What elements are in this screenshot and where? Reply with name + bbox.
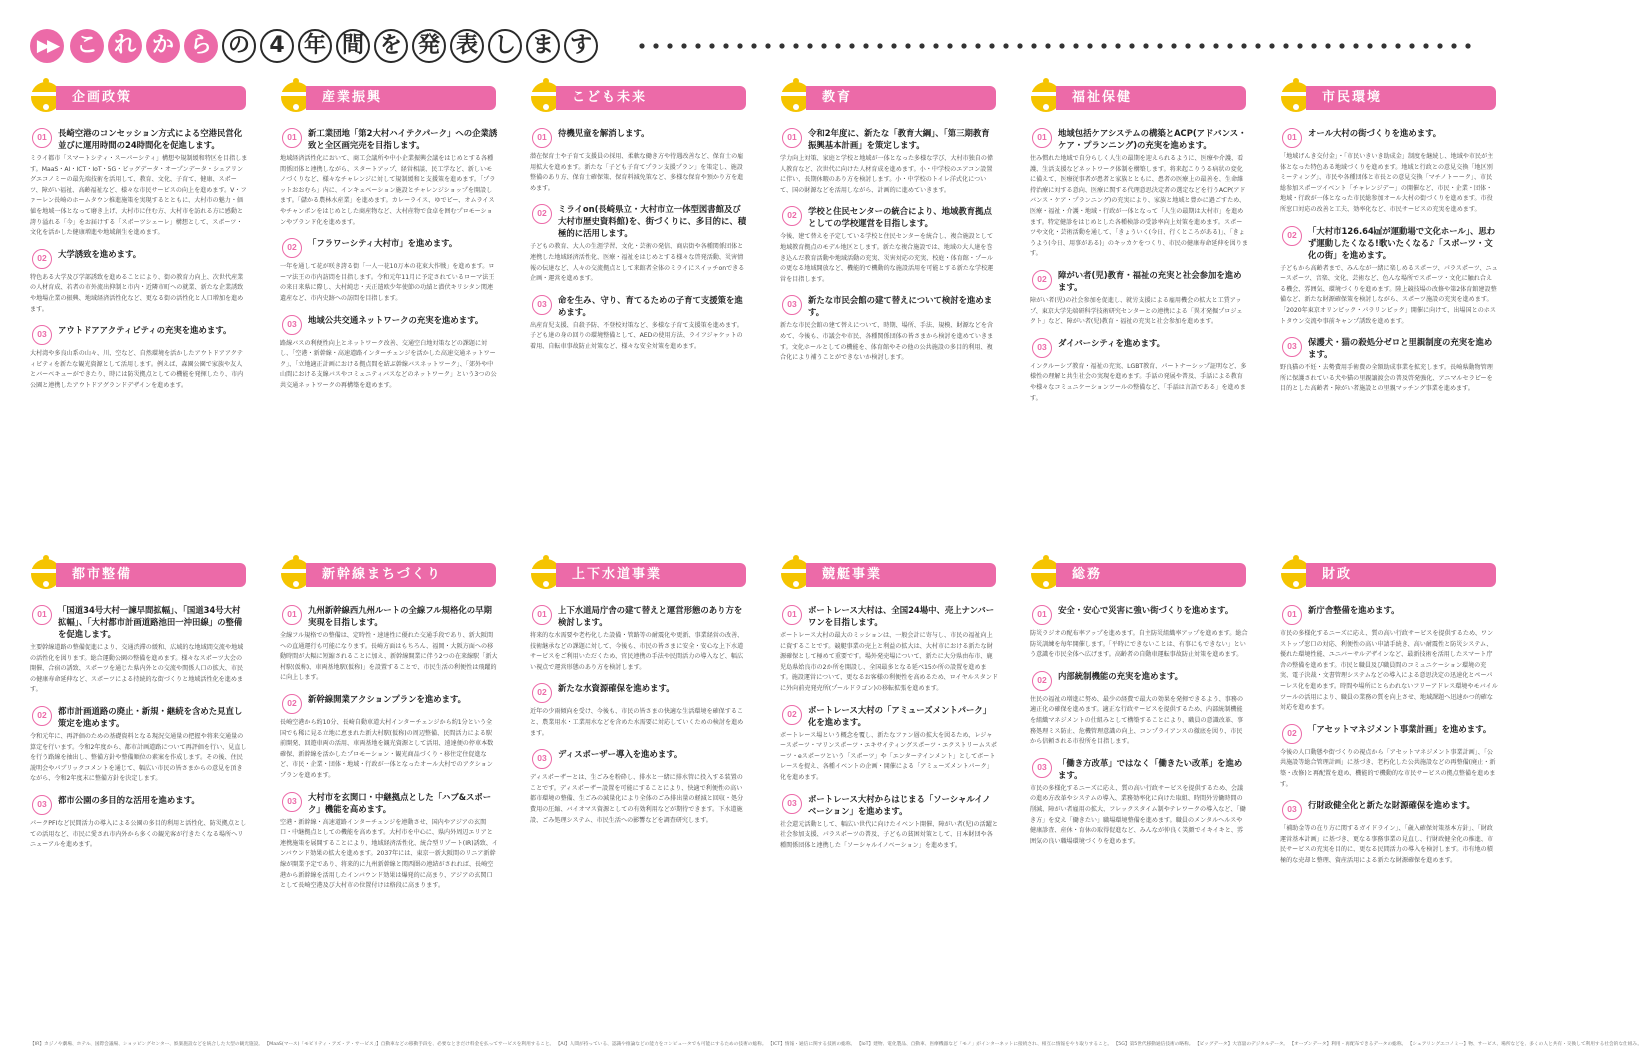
item-title: 「働き方改革」ではなく「働きたい改革」を進めます。: [1058, 757, 1243, 780]
section-title: 競艇事業: [806, 563, 996, 587]
policy-item: [530, 748, 748, 826]
policy-item: [280, 604, 498, 684]
policy-item: [1280, 604, 1498, 714]
item-number-badge: 03: [32, 795, 52, 815]
policy-item: [1280, 723, 1498, 790]
item-title: 学校と住民センターの統合により、地域教育拠点としての学校運営を目指します。: [808, 206, 992, 229]
section-column: [30, 84, 248, 392]
policy-item: [30, 127, 248, 239]
item-number-badge: 03: [1282, 337, 1302, 357]
section-header: [1030, 561, 1248, 595]
policy-item: [1030, 757, 1248, 848]
section-title: 都市整備: [56, 563, 246, 587]
section-title: 新幹線まちづくり: [306, 563, 496, 587]
policy-item: [280, 237, 498, 304]
item-number-badge: 01: [32, 128, 52, 148]
section-title: 福祉保健: [1056, 86, 1246, 110]
item-number-badge: 03: [782, 794, 802, 814]
item-title: 内部統制機能の充実を進めます。: [1058, 670, 1183, 681]
section-column: [530, 84, 748, 353]
title-char: れ: [108, 29, 142, 63]
item-number-badge: 02: [1282, 724, 1302, 744]
item-number-badge: 02: [1282, 226, 1302, 246]
policy-item: [780, 704, 998, 784]
item-title: ダイバーシティを進めます。: [1058, 337, 1166, 348]
title-char: ま: [526, 29, 560, 63]
item-title: ミライon(長崎県立・大村市立一体型図書館及び大村市歴史資料館)を、街づくりに、多目的に、積極的に活用します。: [558, 204, 747, 239]
item-title: ディスポーザー導入を進めます。: [558, 749, 683, 760]
item-number-badge: 01: [282, 605, 302, 625]
section-column: [1030, 84, 1248, 404]
item-body: 住み慣れた地域で自分らしく人生の最期を迎えられるように、医療や介護、看護、生活支援などネットワーク体制を構築します。将来起こりうる病状の変化に備えて、医療従事者が患者と家族とともに、患者の医療上の最善を、生命維持治療に対する意向、医療に関する代理意思決定者の選定などを行うACP(アドバンス・ケア・プランニング)の充実により、家族と地域と豊かに過ごすため、医療・福祉・介護・地域・行政が一体となって「人生の最期は大村市」を進めます。特定健診をはじめとした各種検診の受診率向上対策を進めます。スポーツや文化・芸術活動を通して、「きょういく(今日、行くところがある)」、「きょうよう(今日、用事がある)」のキッカケをつくり、市民の健康寿命延伸を図ります。: [1030, 155, 1248, 258]
item-body: ボートレース大村の最大のミッションは、一般会計に寄与し、市民の福祉向上に資することです。競艇事業の売上と利益の拡大は、大村市における新たな財源確保として極めて重要です。場外発売場について、新たに大分県由布市、鹿児島県姶良市の2か所を開設し、全国最多となる延べ15か所の設置を進めます。施設運営について、更なるお客様の利便性を高めるため、ロイヤルスタンドに外向前売発売所(プールドラゴン)の移転拡張を進めます。: [780, 632, 998, 692]
item-title: 新幹線開業アクションプランを進めます。: [308, 693, 467, 704]
section-header: [30, 561, 248, 595]
item-number-badge: 02: [1032, 671, 1052, 691]
item-title: 新工業団地「第2大村ハイテクパーク」への企業誘致と全区画完売を目指します。: [308, 128, 498, 150]
item-number-badge: 02: [282, 694, 302, 714]
item-title: 長崎空港のコンセッション方式による空港民営化並びに運用時間の24時間化を促進します。: [58, 128, 243, 150]
item-body: ディスポーザーとは、生ごみを粉砕し、排水と一緒に排水管に投入する装置のことです。ディスポーザー設置を可能にすることにより、快適で利便性の高い都市環境の整備、生ごみの減量化により全体のごみ排出量の軽減と回収・処分費用の圧縮、バイオマス資源としての有効利用などが期待できます。下水道施設、ごみ処理システム、市民生活への影響などを調査研究します。: [530, 774, 744, 824]
item-number-badge: 03: [532, 295, 552, 315]
section-header: [280, 84, 498, 118]
item-title: 命を生み、守り、育てるための子育て支援策を進めます。: [558, 294, 743, 317]
section-header: [1280, 561, 1498, 595]
item-number-badge: 02: [782, 705, 802, 725]
section-column: [30, 561, 248, 851]
item-number-badge: 01: [32, 605, 52, 625]
item-number-badge: 01: [782, 128, 802, 148]
item-number-badge: 01: [1032, 128, 1052, 148]
item-number-badge: 03: [282, 792, 302, 812]
item-body: ミライ都市「スマートシティ・スーパーシティ」構想や規制緩和特区を目指します。MaaS・AI・ICT・IoT・5G・ビッグデータ・オープンデータ・シェアリングエコノミーの最先端技術を活用して、教育、文化、子育て、健康、スポーツ、障がい福祉、高齢福祉など、様々な市民サービスの向上を進めます。V・ファーレン長崎のホームタウン推進施策を実現するとともに、大村市の魅力・価値を地域一体となって磨き上げ、大村市に住む方、大村市を訪れる方に感動と誇り溢れる「今」をお届けする「スポーツシェーレ」構想として、スポーツ・文化を活かした健康増進や地域創生を進めます。: [30, 155, 248, 237]
item-title: 新たな市民会館の建て替えについて検討を進めます。: [808, 295, 993, 318]
policy-item: [1030, 127, 1248, 260]
item-title: 保護犬・猫の殺処分ゼロと里親制度の充実を進めます。: [1308, 337, 1493, 360]
title-char: す: [564, 29, 598, 63]
item-body: 潜在保育士や子育て支援員の採用、柔軟な働き方や待遇改善など、保育士の雇用拡大を進めます。新たな「子ども子育てプラン支援プラン」を策定し、施設整備のあり方、保育士確保策、保育料減免策など、多様な保育や預かり方を進めます。: [530, 153, 744, 192]
section-title: 産業振興: [306, 86, 496, 110]
title-char: 間: [336, 29, 370, 63]
item-title: 障がい者(児)教育・福祉の充実と社会参加を進めます。: [1058, 269, 1242, 292]
item-body: 今後、建て替えを予定している学校と住民センターを統合し、複合施設として地域教育拠点のモデル地区とします。新たな複合施設では、地域の大人達を巻き込んだ教育活動や地域活動の充実、災害対応の充実、校庭・体育館・プールの更なる地域開放など、機能的で機動的な施設活用を可能とする新たな学校運営を目指します。: [780, 233, 994, 283]
dotted-divider: [635, 43, 1475, 49]
title-char: の: [222, 29, 256, 63]
section-header: [780, 84, 998, 118]
item-body: 障がい者(児)の社会参加を促進し、就労支援による雇用機会の拡大と工賃アップ、東京大学先端研科学技術研究センターとの連携による「異才発掘プロジェクト」など、障がい者(児)教育・福祉の充実と社会参加を進めます。: [1030, 296, 1243, 326]
item-body: 子どもから高齢者まで、みんなが一緒に楽しめるスポーツ、パラスポーツ、ニュースポーツ、音楽、文化、芸術など、色んな場所でスポーツ・文化に触れ合える機会、雰囲気、環境づくりを進めます。陸上競技場の改修や第2体育館建設整備など、新たな財源確保策を検討しながら、スポーツ施設の充実を進めます。「2020年東京オリンピック・パラリンピック」開催に向けて、出場国とのホストタウン交流や事前キャンプ誘致を進めます。: [1280, 264, 1498, 325]
item-body: 主要幹線道路の整備促進により、交通渋滞の緩和、広域的な地域間交流や地域の活性化を図ります。総合運動公園の整備を進めます。様々なスポーツ大会の開催、合宿の誘致、スポーツを通じた県内外との交流や関係人口の拡大、市民の健康寿命延伸など、スポーツによる持続的な街づくりと地域活性化を進めます。: [30, 644, 244, 694]
item-number-badge: 03: [532, 749, 552, 769]
glossary-footnote: 【IR】カジノや劇場、ホテル、国際会議場、ショッピングセンター、娯楽施設などを統合した大型の観光施設。 【MaaS(マース)「モビリティ・アズ・ア・サービス」】自動車などの移動手段を、必要なときだけ料金を払ってサービスを利用すること。 【AI】人間が持っている、認識や推論などの能力をコンピュータでも可能にするための技術の総称。 【ICT】情報・通信に関する技術の総称。 【IoT】建物、電化製品、自動車、医療機器など「モノ」がインターネットに接続され、相互に情報をやり取りすること。 【5G】第5世代移動通信技術の略称。 【ビッグデータ】大容量のデジタルデータ。 【オープンデータ】利用・再配布できるデータの総称。 【シェアリングエコノミー】物、サービス、場所などを、多くの人と共有・交換して利用する社会的な仕組み。: [30, 1042, 1642, 1047]
section-header: [1280, 84, 1498, 118]
policy-item: [280, 693, 498, 782]
item-title: 上下水道局庁舎の建て替えと運営形態のあり方を検討します。: [558, 605, 743, 627]
double-arrow-icon: ▶▶: [30, 29, 64, 63]
section-header: [530, 84, 748, 118]
item-body: 地域経済活性化において、商工会議所や中小企業振興会議をはじめとする各種関係団体と連携しながら、スタートアップ、経営相談、民工学など、新しいモノづくりなど、様々なチャレンジに対して規制緩和と支援策を進めます。「プラットおおむら」内に、インキュベーション施設とチャレンジショップを開設します。「儲かる農林水産業」を進めます。カレーライス、ゆでピー、オムライスやチャンポンをはじめとした商産物など、大村産物で食卓を囲むプロモーションやブランド化を進めます。: [280, 155, 496, 226]
item-body: 長崎空港から約10分、長崎自動車道大村インターチェンジから約1分という全国でも稀に見る立地に恵まれた新大村駅(仮称)の周辺整備、民間活力による駅前開発、回遊車両の活用、車両基地を観光資源として活用、遠達便の停車本数確保、新幹線を活かしたプロモーション・観光商品づくり・移住定住促進など、市民・企業・団体・地域・行政が一体となったオール大村でのアクションプランを進めます。: [280, 718, 494, 779]
policy-item: [1030, 337, 1248, 404]
item-number-badge: 01: [1032, 605, 1052, 625]
title-char: 4: [260, 29, 294, 63]
policy-item: [280, 127, 498, 228]
item-title: ボートレース大村からはじまる「ソーシャルイノベーション」を進めます。: [808, 793, 991, 816]
policy-item: [530, 682, 748, 739]
policy-item: [780, 604, 998, 695]
section-title: 市民環境: [1306, 86, 1496, 110]
item-title: 地域包括ケアシステムの構築とACP(アドバンス・ケア・プランニング)の充実を進めます。: [1058, 128, 1247, 150]
page-title: [68, 26, 600, 66]
item-body: 一年を通して花が咲き誇る街「一人一花10万本の花束大作戦」を進めます。ローマ法王の市内訪問を目指します。令和元年11月に予定されているローマ法王の来日来県に際し、大村純忠・天正遣欧少年使節の功績と潜伏キリシタン関連遺産など、市内史跡への訪問を目指します。: [280, 263, 495, 302]
policy-item: [530, 127, 748, 194]
item-number-badge: 02: [782, 206, 802, 226]
item-number-badge: 03: [282, 315, 302, 335]
item-title: 新たな水資源確保を進めます。: [558, 683, 675, 694]
section-title: 教育: [806, 86, 996, 110]
policy-item: [30, 324, 248, 391]
item-body: 子どもの教育、大人の生涯学習、文化・芸術の発信、商店街や各種関係団体と連携した地域経済活性化、医療・福祉をはじめとする様々な啓発活動、災害情報の伝達など、人々の交流拠点として来館者全体のミライにスイッチonできる企画・運営を進めます。: [530, 243, 745, 283]
item-title: ボートレース大村は、全国24場中、売上ナンバーワンを目指します。: [808, 605, 995, 627]
item-body: 令和元年に、再評価のための基礎資料となる現況交通量の把握や将来交通量の算定を行います。令和2年度から、都市計画道路について再評価を行い、見直しを行う路線を抽出し、整備方針や整備順位の素案を作成します。その後、住民説明会やパブリックコメントを通じて、幅広い市民の皆さまからの意見を頂きながら、令和2年度末に整備方針を決定します。: [30, 732, 247, 783]
item-body: 学力向上対策、家庭と学校と地域が一体となった多様な学び、大村市独自の偉人教育など、次世代に向けた人材育成を進めます。小・中学校のエアコン設置に伴い、長期休暇のあり方を検討します。小・中学校のトイレ洋式化について、国の財源などを活用しながら、計画的に進めていきます。: [780, 155, 994, 194]
item-title: 安全・安心で災害に強い街づくりを進めます。: [1058, 605, 1234, 615]
title-char: し: [488, 29, 522, 63]
item-number-badge: 01: [532, 605, 552, 625]
policy-item: [1030, 670, 1248, 748]
item-body: 「補助金等の在り方に関するガイドライン」、「歳入確保対策基本方針」、「財政運営基本計画」に基づき、更なる事務事業の見直し、行財政健全化の推進、市民サービスの充実を目的に、更なる民間活力の導入を検討します。市有地の積極的な売却と整理、資産活用による新たな財源確保を進めます。: [1280, 825, 1494, 864]
item-title: 令和2年度に、新たな「教育大綱」、「第三期教育振興基本計画」を策定します。: [808, 128, 990, 150]
item-title: ボートレース大村の「アミューズメントパーク」化を進めます。: [808, 704, 992, 727]
policy-item: [780, 127, 998, 196]
item-title: 大村市を玄関口・中継拠点とした「ハブ&スポーク」機能を高めます。: [308, 791, 492, 814]
section-column: [280, 84, 498, 392]
policy-item: [780, 793, 998, 852]
title-char: 年: [298, 29, 332, 63]
policy-item: [530, 604, 748, 673]
item-number-badge: 03: [32, 325, 52, 345]
item-body: 特色ある大学及び学部誘致を進めることにより、街の教育力向上、次世代産業の人材育成、若者の市外流出抑制と市内・近隣市町への就業、新たな企業誘致や地場企業の振興、地域経済活性化など、更なる街の活性化と人口増加を進めます。: [30, 273, 244, 313]
item-title: 新庁舎整備を進めます。: [1308, 605, 1400, 615]
section-header: [780, 561, 998, 595]
item-title: 行財政健全化と新たな財源確保を進めます。: [1308, 800, 1475, 811]
section-column: [780, 561, 998, 851]
policy-item: [1280, 225, 1498, 328]
section-title: こども未来: [556, 86, 746, 110]
item-number-badge: 01: [782, 605, 802, 625]
page-header: [30, 26, 1480, 66]
section-title: 上下水道事業: [556, 563, 746, 587]
item-number-badge: 01: [1282, 128, 1302, 148]
policy-item: [30, 794, 248, 851]
item-title: 「フラワーシティ大村市」を進めます。: [308, 238, 458, 249]
policy-item: [780, 294, 998, 363]
item-body: 市民の多様化するニーズに応え、質の高い行政サービスを提供するため、ワンストップ窓口の対応、利便性の高い申請手続き、高い耐震性と防災システム、優れた環境性能、ユニバーサルデザインなど、最新技術を活用したスマート庁舎の整備を進めます。市民と職員及び職員間のコミュニケーション環境の充実、電子決裁・文書管理システムなどの導入による意思決定の迅速化とペーパーレス化を進めます。時間や場所にとらわれないフリーアドレス環境やモバイルツールの活用により、職員の業務の質を向上させ、地域課題へ迅速かつ的確な対応を進めます。: [1280, 630, 1498, 712]
policy-item: [280, 314, 498, 392]
section-title: 企画政策: [56, 86, 246, 110]
item-number-badge: 02: [1032, 270, 1052, 290]
policy-item: [1030, 269, 1248, 328]
item-title: 「国道34号大村一諫早間拡幅」、「国道34号大村拡幅」、「大村都市計画道路池田一沖田線」の整備を促進します。: [58, 605, 243, 639]
section-header: [530, 561, 748, 595]
section-header: [280, 561, 498, 595]
item-body: 野良猫の不妊・去勢費用手術費の全額助成事業を拡充します。長崎県動物管理所に保護されている犬や猫の里親譲渡会の普及啓発強化、アニマルセラピーを目的とした高齢者・障がい者施設との里親マッチング事業を進めます。: [1280, 364, 1493, 393]
item-body: 空港・新幹線・高速道路インターチェンジを連動させ、国内やアジアの玄関口・中継拠点としての機能を高めます。大村市を中心に、県内外周辺エリアと連携施策を展開することにより、地域経済活性化、統合型リゾート(IR)誘致、インバウンド効果の拡大を進めます。2037年には、東京一新大阪間のリニア新幹線が開業予定であり、将来的に九州新幹線と関西圏の連結がされれば、長崎空港から新幹線を活用したインバウンド効果は爆発的に高まり、アジアの玄関口として長崎空港及び大村市の位置付けは格段に高まります。: [280, 818, 498, 890]
item-title: 「大村市126.64㎢が運動場で文化ホール」、思わず運動したくなる!歌いたくなる♪「スポーツ・文化の街」を進めます。: [1308, 225, 1496, 260]
policy-item: [530, 203, 748, 284]
item-title: 地域公共交通ネットワークの充実を進めます。: [308, 314, 484, 325]
policy-item: [30, 705, 248, 785]
item-body: インクルーシブ教育・福祉の充実、LGBT教育、パートナーシップ証明など、多様性の理解と共生社会の実現を進めます。手話の発展や普及、手話による教育や様々なコミュニケーションツールの整備など、「手話は言語である」を進めます。: [1030, 362, 1247, 402]
item-body: 社会還元活動として、幅広い世代に向けたイベント開催、障がい者(児)の活躍と社会参加支援、パラスポーツの普及、子どもの貧困対策として、日本財団や各種関係団体と連携した「ソーシャルイノベーション」を進めます。: [780, 820, 998, 849]
item-title: アウトドアアクティビティの充実を進めます。: [58, 325, 232, 336]
item-number-badge: 02: [32, 249, 52, 269]
item-number-badge: 02: [532, 683, 552, 703]
policy-item: [1280, 799, 1498, 866]
item-number-badge: 03: [1032, 758, 1052, 778]
item-number-badge: 03: [1282, 800, 1302, 820]
policy-item: [30, 248, 248, 315]
section-column: [280, 561, 498, 892]
title-char: 発: [412, 29, 446, 63]
title-char: ら: [184, 29, 218, 63]
item-title: 九州新幹線西九州ルートの全線フル規格化の早期実現を目指します。: [308, 605, 492, 627]
item-body: 市民の多様化するニーズに応え、質の高い行政サービスを提供するため、会議の進め方改革やシステムの導入、業務効率化に向けた取組、時間外労働時間の削減、障がい者雇用の拡大、フレックスタイム制やテレワークの導入など、「働き方」を変え「働きたい」職場環境整備を進めます。職員のメンタルヘルスや健康診査、産休・育休の取得促進など、みんなが仲良く笑顔でイキイキと、雰囲気の良い職場環境づくりを進めます。: [1030, 784, 1246, 845]
policy-item: [1030, 604, 1248, 661]
item-number-badge: 01: [532, 128, 552, 148]
policy-item: [780, 205, 998, 285]
item-body: 出産育児支援、自殺予防、不登校対策など、多様な子育て支援策を進めます。子ども達の身の回りの環境整備として、AEDの使用方法、ライフジャケットの着用、自転車事故防止対策など、様々な安全対策を進めます。: [530, 321, 743, 350]
item-body: ボートレース場という概念を覆し、新たなファン層の拡大を図るため、レジャースポーツ・マリンスポーツ・エキサイティングスポーツ・エクストリームスポーツ・eスポーツという「スポーツ」や「エンターテインメント」としてボートレースを捉え、各種イベントの企画・開催による「アミューズメントパーク」化を進めます。: [780, 731, 997, 781]
policy-item: [530, 294, 748, 353]
policy-item: [1280, 336, 1498, 395]
title-char: を: [374, 29, 408, 63]
section-title: 財政: [1306, 563, 1496, 587]
section-column: [1280, 561, 1498, 867]
item-number-badge: 03: [1032, 338, 1052, 358]
item-title: 都市公園の多目的な活用を進めます。: [58, 794, 200, 805]
item-title: 都市計画道路の廃止・新規・継続を含めた見直し策定を進めます。: [58, 705, 243, 728]
item-number-badge: 01: [1282, 605, 1302, 625]
item-body: 将来的な水需要や老朽化した設備・管路等の耐震化や更新、事業経営の改善、技術継承などの課題に対して、今後も、市民の皆さまに安全・安心な上下水道サービスをご利用いただくため、官民連携の手法や民間活力の導入など、幅広い視点で運営形態のあり方を検討します。: [530, 632, 744, 671]
item-body: 大村湾や多良山系の山々、川、空など、自然環境を活かしたアウトドアアクティビティを新たな観光資源として活用します。例えば、森園公園で家族や友人とバーベキューができたり、時には防災拠点としての機能を発揮したり、市内公園と連携したアウトドアグランドデザインを進めます。: [30, 350, 244, 389]
section-header: [1030, 84, 1248, 118]
item-number-badge: 01: [282, 128, 302, 148]
section-column: [1280, 84, 1498, 395]
policy-item: [30, 604, 248, 696]
item-title: 大学誘致を進めます。: [58, 248, 142, 259]
item-number-badge: 02: [282, 238, 302, 258]
item-body: 防災ラジオの配布率アップを進めます。自主防災組織率アップを進めます。総合防災訓練を毎年開催します。「平時にできないことは、有事にもできない」という意識を市民全体へ広げます。高齢者の自動車運転事故防止対策を進めます。: [1030, 630, 1248, 659]
policy-item: [1280, 127, 1498, 216]
section-title: 総務: [1056, 563, 1246, 587]
item-body: 住民の福祉の増進に努め、最少の経費で最大の効果を発揮できるよう、事務の適正化の確保を進めます。適正な行政サービスを提供するため、内部統制機能を組織マネジメントの仕組みとして構築することにより、職員の意識改革、事務処理ミス防止、危機管理意識の向上、コンプライアンスの徹底を図り、市民から信頼される市役所を目指します。: [1030, 695, 1244, 746]
section-column: [1030, 561, 1248, 847]
item-body: 近年の少雨傾向を受け、今後も、市民の皆さまの快適な生活環境を確保すること、農業用水・工業用水などを含めた水需要に対応していくための検討を進めます。: [530, 708, 744, 737]
item-title: 「アセットマネジメント事業計画」を進めます。: [1308, 723, 1492, 734]
item-body: 路線バスの利便性向上とネットワーク改善、交通空白地対策などの課題に対し、「空港・新幹線・高速道路インターチェンジを活かした高速交通ネットワーク」、「立地適正計画における拠点間を結ぶ幹線バスネットワーク」、「郊外や中山間における支線バスやコミュニティバスなどのネットワーク」という3つの公共交通ネットワークの再構築を進めます。: [280, 339, 497, 389]
section-header: [30, 84, 248, 118]
item-number-badge: 02: [532, 204, 552, 224]
item-body: 今後の人口動態や街づくりの視点から「アセットマネジメント事業計画」、「公共施設等総合管理計画」に基づき、老朽化した公共施設などの再整備(廃止・新築・改修)と再配置を進め、機能的で機動的な市民サービスの拠点整備を進めます。: [1280, 748, 1496, 788]
item-body: 「地域げんき交付金」・「市民いきいき助成金」制度を継続し、地域や市民が主体となった特色ある地域づくりを進めます。地域と行政との意見交換「地区別ミーティング」、市民や各種団体と市長との意見交換「マチノトーーク」、市民総参加スポーツイベント「チャレンジデー」の開催など、市民・企業・団体・地域・行政が一体となった市民総参加オール大村の街づくりを進めます。市役所窓口対応の改善と工夫、効率化など、市民サービスの充実を進めます。: [1280, 153, 1494, 213]
item-title: 待機児童を解消します。: [558, 128, 650, 138]
policy-item: [280, 791, 498, 892]
item-title: オール大村の街づくりを進めます。: [1308, 128, 1442, 138]
item-number-badge: 02: [32, 706, 52, 726]
title-char: か: [146, 29, 180, 63]
item-body: パークPFIなど民間活力の導入による公園の多目的利用と活性化、防災拠点としての活用など、市民に愛され市内外から多くの観光客が行きたくなる場所へリニューアルを進めます。: [30, 819, 247, 849]
item-number-badge: 03: [782, 295, 802, 315]
item-body: 新たな市民会館の建て替えについて、時期、場所、手法、規模、財源などを含めて、今後も、市議会や市民、各種関係団体の皆さまから検討を進めていきます。文化ホールとしての機能を、体育館やその他の公共施設の多目的利用、複合化により補うことができないか検討します。: [780, 322, 994, 362]
title-char: 表: [450, 29, 484, 63]
section-column: [530, 561, 748, 826]
title-char: こ: [70, 29, 104, 63]
item-body: 全線フル規格での整備は、定時性・速達性に優れた交通手段であり、新大阪間への直通運行も可能になります。長崎方面はもちろん、福岡・大阪方面への移動時間が大幅に短縮されることに加え、新幹線開業に伴う2つの在来線駅「新大村駅(仮称)、車両基地駅(仮称)」を設置することで、市民生活の利便性は飛躍的に向上します。: [280, 632, 498, 682]
section-column: [780, 84, 998, 364]
